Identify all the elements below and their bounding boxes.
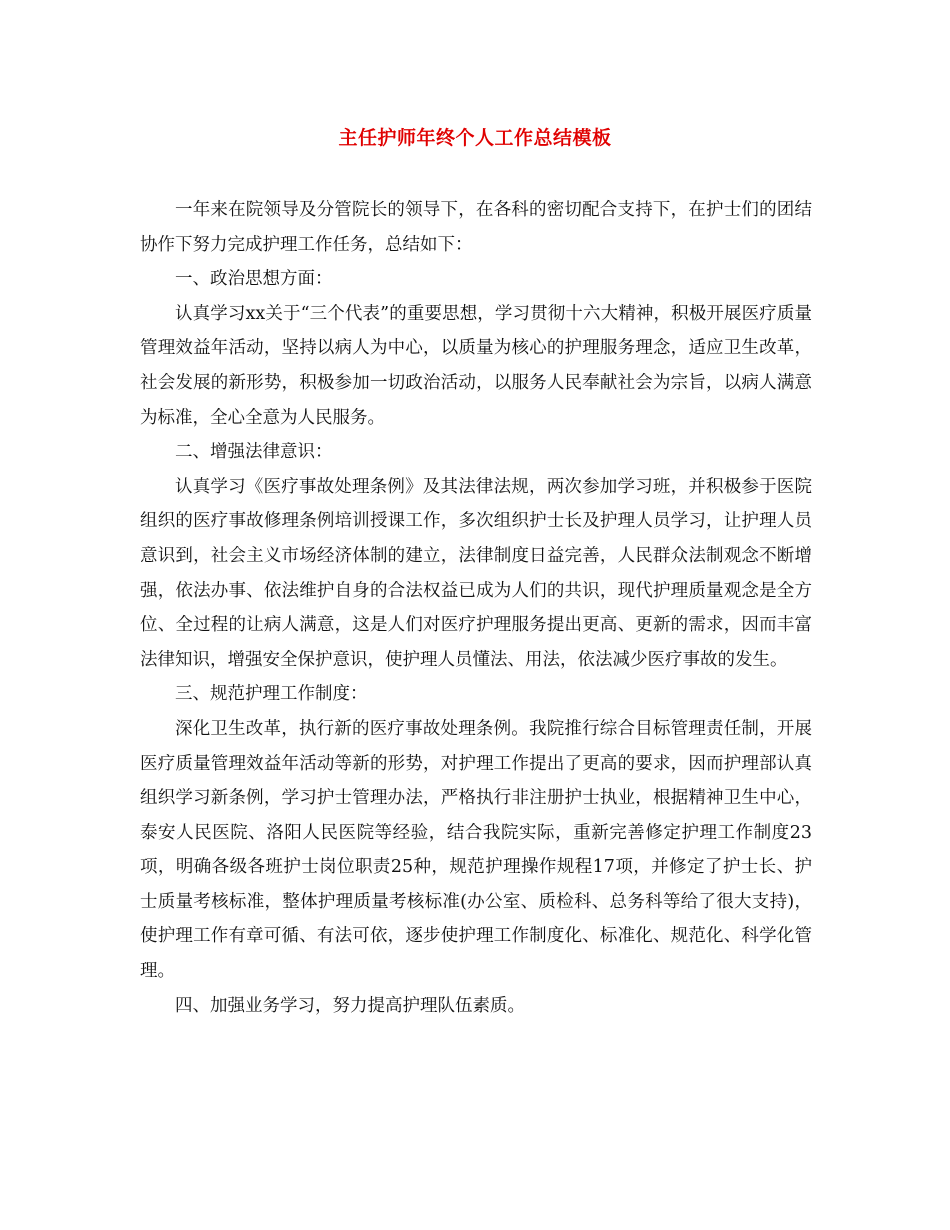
document-title: 主任护师年终个人工作总结模板 [338,127,612,149]
section-paragraph-political: 认真学习xx关于“三个代表”的重要思想，学习贯彻十六大精神，积极开展医疗质量管理效益年活动，坚持以病人为中心，以质量为核心的护理服务理念，适应卫生改革，社会发展的新形势，积极参加一切政治活动，以服务人民奉献社会为宗旨，以病人满意为标准，全心全意为人民服务。 [140,303,812,428]
intro-paragraph: 一年来在院领导及分管院长的领导下，在各科的密切配合支持下，在护士们的团结协作下努力完成护理工作任务，总结如下： [140,200,812,255]
section-heading-legal: 二、增强法律意识： [175,442,333,463]
section-heading-study: 四、加强业务学习，努力提高护理队伍素质。 [175,995,525,1016]
section-heading-political: 一、政治思想方面： [175,269,333,290]
document-body [140,193,812,1023]
section-paragraph-regulations: 深化卫生改革，执行新的医疗事故处理条例。我院推行综合目标管理责任制，开展医疗质量管理效益年活动等新的形势，对护理工作提出了更高的要求，因而护理部认真组织学习新条例，学习护士管理办法，严格执行非注册护士执业，根据精神卫生中心，泰安人民医院、洛阳人民医院等经验，结合我院实际，重新完善修定护理工作制度23项，明确各级各班护士岗位职责25种，规范护理操作规程17项，并修定了护士长、护士质量考核标准，整体护理质量考核标准(办公室、质检科、总务科等给了很大支持)，使护理工作有章可循、有法可依，逐步使护理工作制度化、标准化、规范化、科学化管理。 [140,718,812,982]
section-heading-regulations: 三、规范护理工作制度： [175,684,368,705]
section-paragraph-legal: 认真学习《医疗事故处理条例》及其法律法规，两次参加学习班，并积极参于医院组织的医疗事故修理条例培训授课工作，多次组织护士长及护理人员学习，让护理人员意识到，社会主义市场经济体制的建立，法律制度日益完善，人民群众法制观念不断增强，依法办事、依法维护自身的合法权益已成为人们的共识，现代护理质量观念是全方位、全过程的让病人满意，这是人们对医疗护理服务提出更高、更新的需求，因而丰富法律知识，增强安全保护意识，使护理人员懂法、用法，依法减少医疗事故的发生。 [140,476,812,670]
